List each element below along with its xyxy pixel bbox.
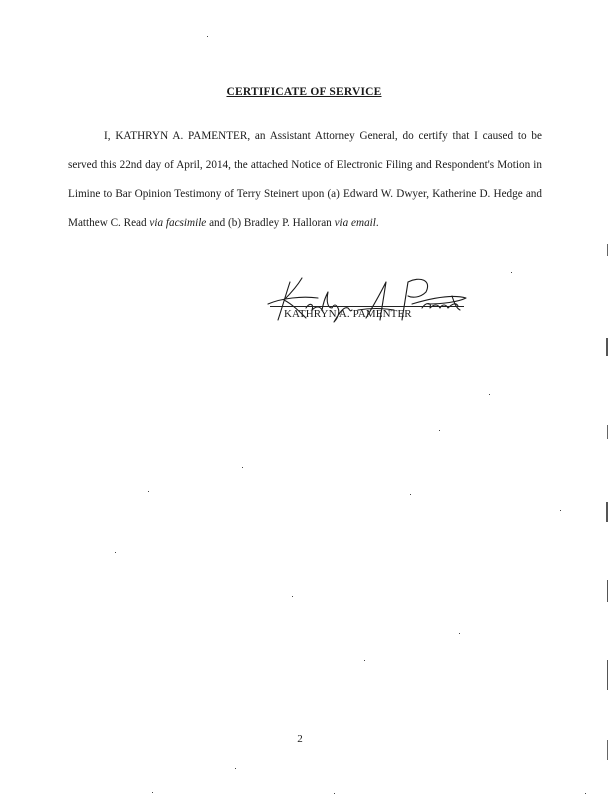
scan-speck bbox=[334, 793, 335, 794]
paragraph-text-part-3: . bbox=[375, 217, 379, 229]
scan-edge-mark bbox=[606, 502, 608, 522]
scan-edge-mark bbox=[607, 425, 608, 439]
scan-speck bbox=[511, 272, 512, 273]
scan-speck bbox=[560, 510, 561, 511]
scan-speck bbox=[292, 596, 293, 597]
page-number: 2 bbox=[297, 733, 303, 745]
paragraph-italic-via-facsimile: via facsimile bbox=[149, 217, 207, 229]
scan-speck bbox=[364, 660, 365, 661]
scan-speck bbox=[242, 467, 243, 468]
scan-edge-mark bbox=[607, 740, 608, 760]
scan-speck bbox=[410, 494, 411, 495]
scan-speck bbox=[439, 430, 440, 431]
scan-speck bbox=[207, 36, 208, 37]
scan-speck bbox=[235, 768, 236, 769]
scan-edge-mark bbox=[607, 244, 608, 256]
scan-speck bbox=[585, 793, 586, 794]
signer-name: KATHRYN A. PAMENTER bbox=[284, 308, 412, 320]
scan-edge-mark bbox=[607, 580, 608, 602]
scan-speck bbox=[148, 491, 149, 492]
scan-speck bbox=[152, 792, 153, 793]
paragraph-italic-via-email: via email bbox=[334, 217, 376, 229]
scan-speck bbox=[115, 552, 116, 553]
scan-speck bbox=[459, 633, 460, 634]
paragraph-text-part-1: I, KATHRYN A. PAMENTER, an Assistant Attorney General, do certify that I caused to be served this 22nd day of April, 2014, the attached Notice of Electronic Filing and Respondent's Motion in Limine to Bar Opinion Testimony of Terry Steinert upon (a) Edward W. Dwyer, Katherine D. Hedge and Matthew C. Read bbox=[68, 130, 542, 229]
scan-edge-mark bbox=[607, 660, 608, 690]
scan-speck bbox=[489, 394, 490, 395]
document-title: CERTIFICATE OF SERVICE bbox=[226, 86, 382, 98]
signature-line bbox=[270, 306, 464, 307]
scan-edge-mark bbox=[606, 338, 608, 356]
certificate-paragraph bbox=[68, 122, 542, 238]
paragraph-text-part-2: and (b) Bradley P. Halloran bbox=[206, 217, 335, 229]
